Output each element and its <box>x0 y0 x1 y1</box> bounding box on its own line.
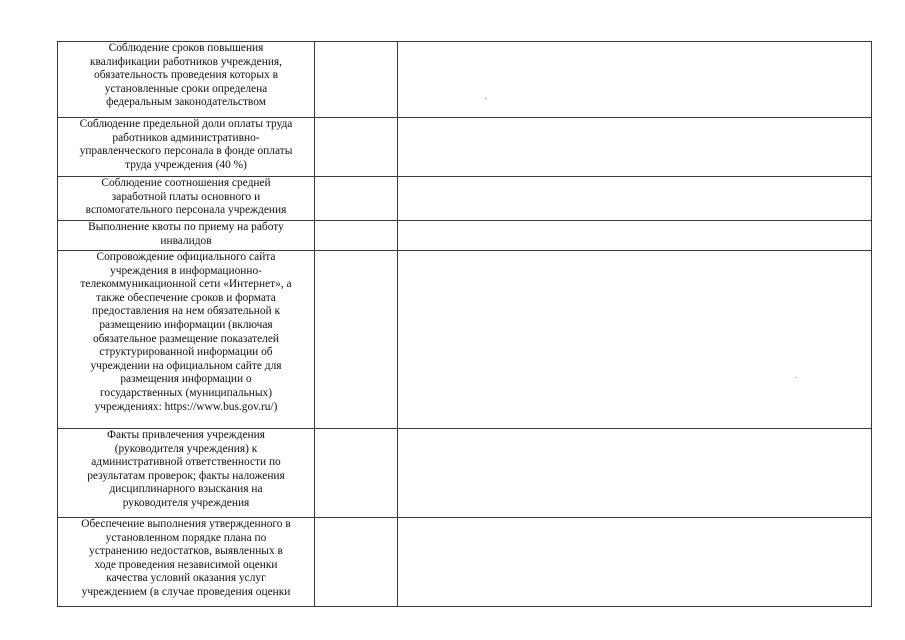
criterion-cell <box>58 251 315 429</box>
criterion-text: Выполнение квоты по приему на работу инвалидов <box>88 221 284 247</box>
comment-cell <box>398 221 872 251</box>
comment-cell <box>398 42 872 118</box>
comment-cell <box>398 251 872 429</box>
criterion-cell <box>58 518 315 607</box>
table-row <box>58 221 872 251</box>
scan-speck <box>485 98 487 99</box>
criterion-cell <box>58 429 315 518</box>
value-cell <box>315 518 398 607</box>
scan-speck <box>795 377 797 378</box>
value-cell <box>315 42 398 118</box>
value-cell <box>315 251 398 429</box>
table-row <box>58 429 872 518</box>
table-row <box>58 177 872 221</box>
comment-cell <box>398 118 872 177</box>
criterion-text: Сопровождение официального сайта учреждения в информационно- телекоммуникационной сети «Интернет», а также обеспечение сроков и формата предоставления на нем обязательной к размещению информации (включая обязательное размещение показателей структурированной информации об учреждении на официальном сайте для размещения информации о государственных (муниципальных) учреждениях: https://www.bus.gov.ru/) <box>80 251 292 413</box>
criterion-cell <box>58 177 315 221</box>
comment-cell <box>398 429 872 518</box>
table-row <box>58 118 872 177</box>
criterion-text: Соблюдение сроков повышения квалификации работников учреждения, обязательность проведения которых в установленные сроки определена федеральным законодательством <box>89 42 283 109</box>
criterion-text: Соблюдение соотношения средней заработной платы основного и вспомогательного персонала учреждения <box>85 177 287 217</box>
criteria-table <box>57 41 872 607</box>
value-cell <box>315 221 398 251</box>
comment-cell <box>398 177 872 221</box>
criterion-text: Обеспечение выполнения утвержденного в установленном порядке плана по устранению недостатков, выявленных в ходе проведения независимой оценки качества условий оказания услуг учреждением (в случае проведения оценки <box>81 518 291 598</box>
criterion-text: Соблюдение предельной доли оплаты труда работников административно- управленческого персонала в фонде оплаты труда учреждения (40 %) <box>79 118 293 171</box>
table-row <box>58 42 872 118</box>
value-cell <box>315 118 398 177</box>
criterion-text: Факты привлечения учреждения (руководителя учреждения) к административной ответственности по результатам проверок; факты наложения дисциплинарного взыскания на руководителя учреждения <box>87 429 285 509</box>
table-row <box>58 251 872 429</box>
value-cell <box>315 177 398 221</box>
criterion-cell <box>58 42 315 118</box>
criterion-cell <box>58 118 315 177</box>
table-row <box>58 518 872 607</box>
value-cell <box>315 429 398 518</box>
comment-cell <box>398 518 872 607</box>
criterion-cell <box>58 221 315 251</box>
